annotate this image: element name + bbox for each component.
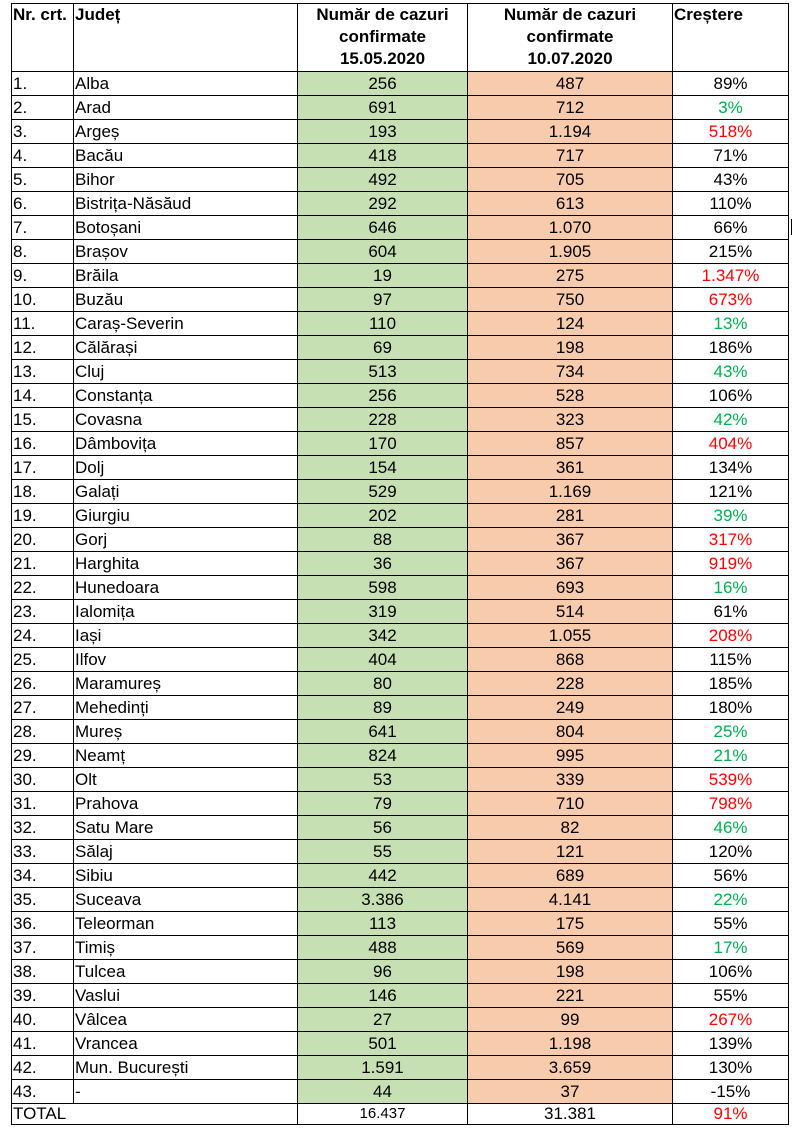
county-name: Galați — [74, 480, 298, 504]
cases-may: 404 — [298, 648, 468, 672]
table-row — [12, 432, 789, 456]
cases-may: 44 — [298, 1080, 468, 1104]
table-row — [12, 552, 789, 576]
growth-percent: 55% — [673, 984, 789, 1008]
row-number: 19. — [12, 504, 74, 528]
growth-percent: 61% — [673, 600, 789, 624]
cases-jul: 323 — [468, 408, 673, 432]
cases-may: 256 — [298, 72, 468, 96]
row-number: 40. — [12, 1008, 74, 1032]
growth-percent: 42% — [673, 408, 789, 432]
cases-jul: 995 — [468, 744, 673, 768]
cases-may: 53 — [298, 768, 468, 792]
county-name: Satu Mare — [74, 816, 298, 840]
county-name: Timiș — [74, 936, 298, 960]
row-number: 20. — [12, 528, 74, 552]
cases-may: 19 — [298, 264, 468, 288]
cases-may: 824 — [298, 744, 468, 768]
cases-jul: 367 — [468, 552, 673, 576]
cases-jul: 750 — [468, 288, 673, 312]
header-cases-may: Număr de cazuri confirmate 15.05.2020 — [298, 4, 468, 72]
table-row — [12, 1032, 789, 1056]
growth-percent: 66% — [673, 216, 789, 240]
row-number: 12. — [12, 336, 74, 360]
county-name: Dâmbovița — [74, 432, 298, 456]
cases-jul: 198 — [468, 960, 673, 984]
row-number: 5. — [12, 168, 74, 192]
table-row — [12, 96, 789, 120]
cases-jul: 198 — [468, 336, 673, 360]
cases-may: 488 — [298, 936, 468, 960]
cases-jul: 361 — [468, 456, 673, 480]
growth-percent: 3% — [673, 96, 789, 120]
county-name: Bacău — [74, 144, 298, 168]
table-row — [12, 792, 789, 816]
growth-percent: 1.347% — [673, 264, 789, 288]
header-county: Județ — [74, 4, 298, 72]
row-number: 18. — [12, 480, 74, 504]
cases-jul: 710 — [468, 792, 673, 816]
county-name: Arad — [74, 96, 298, 120]
growth-percent: 22% — [673, 888, 789, 912]
growth-percent: 539% — [673, 768, 789, 792]
county-name: Cluj — [74, 360, 298, 384]
row-number: 22. — [12, 576, 74, 600]
cases-jul: 82 — [468, 816, 673, 840]
row-number: 21. — [12, 552, 74, 576]
header-row — [12, 4, 789, 72]
cases-jul: 121 — [468, 840, 673, 864]
cases-jul: 1.198 — [468, 1032, 673, 1056]
growth-percent: 673% — [673, 288, 789, 312]
cases-may: 146 — [298, 984, 468, 1008]
cases-jul: 689 — [468, 864, 673, 888]
county-name: Gorj — [74, 528, 298, 552]
growth-percent: 120% — [673, 840, 789, 864]
row-number: 34. — [12, 864, 74, 888]
cases-jul: 124 — [468, 312, 673, 336]
cases-jul: 3.659 — [468, 1056, 673, 1080]
cases-jul: 487 — [468, 72, 673, 96]
table-row — [12, 264, 789, 288]
table-row — [12, 312, 789, 336]
county-name: - — [74, 1080, 298, 1104]
cases-may: 513 — [298, 360, 468, 384]
cases-may: 36 — [298, 552, 468, 576]
row-number: 27. — [12, 696, 74, 720]
table-row — [12, 456, 789, 480]
cases-may: 96 — [298, 960, 468, 984]
county-name: Bistrița-Năsăud — [74, 192, 298, 216]
row-number: 3. — [12, 120, 74, 144]
cases-may: 256 — [298, 384, 468, 408]
row-number: 41. — [12, 1032, 74, 1056]
row-number: 33. — [12, 840, 74, 864]
table-row — [12, 360, 789, 384]
growth-percent: 56% — [673, 864, 789, 888]
table-row — [12, 888, 789, 912]
table-row — [12, 864, 789, 888]
county-name: Olt — [74, 768, 298, 792]
table-row — [12, 648, 789, 672]
growth-percent: 71% — [673, 144, 789, 168]
growth-percent: 25% — [673, 720, 789, 744]
cases-may: 69 — [298, 336, 468, 360]
county-name: Tulcea — [74, 960, 298, 984]
cases-may: 89 — [298, 696, 468, 720]
growth-percent: 317% — [673, 528, 789, 552]
cases-jul: 4.141 — [468, 888, 673, 912]
table-row — [12, 696, 789, 720]
county-name: Buzău — [74, 288, 298, 312]
growth-percent: 17% — [673, 936, 789, 960]
county-name: Sibiu — [74, 864, 298, 888]
growth-percent: -15% — [673, 1080, 789, 1104]
cases-may: 442 — [298, 864, 468, 888]
cases-may: 646 — [298, 216, 468, 240]
table-row — [12, 144, 789, 168]
cases-jul: 275 — [468, 264, 673, 288]
county-name: Dolj — [74, 456, 298, 480]
growth-percent: 798% — [673, 792, 789, 816]
growth-percent: 13% — [673, 312, 789, 336]
table-row — [12, 576, 789, 600]
table-row — [12, 120, 789, 144]
county-name: Botoșani — [74, 216, 298, 240]
county-name: Călărași — [74, 336, 298, 360]
row-number: 16. — [12, 432, 74, 456]
cases-may: 691 — [298, 96, 468, 120]
growth-percent: 134% — [673, 456, 789, 480]
table-row — [12, 744, 789, 768]
table-row — [12, 480, 789, 504]
row-number: 13. — [12, 360, 74, 384]
cases-may: 604 — [298, 240, 468, 264]
header-growth: Creștere — [673, 4, 789, 72]
county-name: Vaslui — [74, 984, 298, 1008]
growth-percent: 919% — [673, 552, 789, 576]
growth-percent: 43% — [673, 168, 789, 192]
cases-may: 55 — [298, 840, 468, 864]
total-label: TOTAL — [12, 1104, 298, 1125]
growth-percent: 43% — [673, 360, 789, 384]
cases-may: 641 — [298, 720, 468, 744]
cases-jul: 1.169 — [468, 480, 673, 504]
cases-jul: 1.055 — [468, 624, 673, 648]
cases-jul: 228 — [468, 672, 673, 696]
cases-jul: 175 — [468, 912, 673, 936]
county-name: Sălaj — [74, 840, 298, 864]
cases-may: 342 — [298, 624, 468, 648]
row-number: 1. — [12, 72, 74, 96]
table-row — [12, 624, 789, 648]
county-name: Bihor — [74, 168, 298, 192]
cases-may: 170 — [298, 432, 468, 456]
growth-percent: 518% — [673, 120, 789, 144]
growth-percent: 46% — [673, 816, 789, 840]
cases-may: 56 — [298, 816, 468, 840]
cases-may: 154 — [298, 456, 468, 480]
county-name: Hunedoara — [74, 576, 298, 600]
cases-may: 113 — [298, 912, 468, 936]
table-row — [12, 1056, 789, 1080]
growth-percent: 16% — [673, 576, 789, 600]
cases-may: 529 — [298, 480, 468, 504]
county-name: Giurgiu — [74, 504, 298, 528]
county-name: Maramureș — [74, 672, 298, 696]
text-cursor-mark — [791, 219, 792, 235]
table-row — [12, 816, 789, 840]
cases-may: 97 — [298, 288, 468, 312]
county-name: Ilfov — [74, 648, 298, 672]
cases-jul: 1.905 — [468, 240, 673, 264]
table-row — [12, 960, 789, 984]
cases-may: 319 — [298, 600, 468, 624]
cases-jul: 221 — [468, 984, 673, 1008]
cases-may: 3.386 — [298, 888, 468, 912]
cases-jul: 693 — [468, 576, 673, 600]
cases-jul: 37 — [468, 1080, 673, 1104]
row-number: 36. — [12, 912, 74, 936]
growth-percent: 115% — [673, 648, 789, 672]
county-name: Harghita — [74, 552, 298, 576]
cases-jul: 528 — [468, 384, 673, 408]
table-row — [12, 288, 789, 312]
cases-may: 202 — [298, 504, 468, 528]
county-name: Neamț — [74, 744, 298, 768]
row-number: 24. — [12, 624, 74, 648]
table-row — [12, 240, 789, 264]
row-number: 6. — [12, 192, 74, 216]
county-name: Teleorman — [74, 912, 298, 936]
county-name: Vâlcea — [74, 1008, 298, 1032]
total-cases-may: 16.437 — [298, 1104, 468, 1125]
total-cases-jul: 31.381 — [468, 1104, 673, 1125]
table-row — [12, 672, 789, 696]
table-header — [12, 4, 789, 72]
row-number: 14. — [12, 384, 74, 408]
row-number: 30. — [12, 768, 74, 792]
row-number: 35. — [12, 888, 74, 912]
cases-may: 80 — [298, 672, 468, 696]
county-name: Mehedinți — [74, 696, 298, 720]
row-number: 38. — [12, 960, 74, 984]
growth-percent: 121% — [673, 480, 789, 504]
row-number: 4. — [12, 144, 74, 168]
row-number: 43. — [12, 1080, 74, 1104]
total-row — [12, 1104, 789, 1125]
cases-jul: 717 — [468, 144, 673, 168]
growth-percent: 208% — [673, 624, 789, 648]
cases-jul: 367 — [468, 528, 673, 552]
table-row — [12, 408, 789, 432]
row-number: 28. — [12, 720, 74, 744]
table-row — [12, 984, 789, 1008]
growth-percent: 55% — [673, 912, 789, 936]
county-name: Brașov — [74, 240, 298, 264]
cases-jul: 514 — [468, 600, 673, 624]
county-name: Alba — [74, 72, 298, 96]
table-row — [12, 192, 789, 216]
county-name: Prahova — [74, 792, 298, 816]
table-row — [12, 936, 789, 960]
cases-jul: 1.070 — [468, 216, 673, 240]
county-name: Suceava — [74, 888, 298, 912]
row-number: 10. — [12, 288, 74, 312]
cases-jul: 705 — [468, 168, 673, 192]
table-row — [12, 384, 789, 408]
row-number: 37. — [12, 936, 74, 960]
county-name: Constanța — [74, 384, 298, 408]
row-number: 29. — [12, 744, 74, 768]
table-row — [12, 528, 789, 552]
row-number: 17. — [12, 456, 74, 480]
row-number: 42. — [12, 1056, 74, 1080]
table-row — [12, 1080, 789, 1104]
cases-jul: 99 — [468, 1008, 673, 1032]
county-name: Caraș-Severin — [74, 312, 298, 336]
row-number: 11. — [12, 312, 74, 336]
header-cases-jul: Număr de cazuri confirmate 10.07.2020 — [468, 4, 673, 72]
growth-percent: 139% — [673, 1032, 789, 1056]
growth-percent: 21% — [673, 744, 789, 768]
cases-may: 1.591 — [298, 1056, 468, 1080]
row-number: 26. — [12, 672, 74, 696]
county-name: Iași — [74, 624, 298, 648]
county-name: Ialomița — [74, 600, 298, 624]
row-number: 32. — [12, 816, 74, 840]
cases-jul: 613 — [468, 192, 673, 216]
cases-jul: 1.194 — [468, 120, 673, 144]
row-number: 39. — [12, 984, 74, 1008]
table-body — [12, 72, 789, 1104]
cases-may: 598 — [298, 576, 468, 600]
row-number: 7. — [12, 216, 74, 240]
total-growth: 91% — [673, 1104, 789, 1125]
cases-may: 492 — [298, 168, 468, 192]
table-row — [12, 504, 789, 528]
growth-percent: 185% — [673, 672, 789, 696]
cases-jul: 734 — [468, 360, 673, 384]
growth-percent: 39% — [673, 504, 789, 528]
cases-may: 27 — [298, 1008, 468, 1032]
row-number: 15. — [12, 408, 74, 432]
table-row — [12, 216, 789, 240]
cases-jul: 712 — [468, 96, 673, 120]
county-name: Covasna — [74, 408, 298, 432]
cases-may: 110 — [298, 312, 468, 336]
growth-percent: 186% — [673, 336, 789, 360]
table-row — [12, 1008, 789, 1032]
cases-jul: 804 — [468, 720, 673, 744]
table-row — [12, 168, 789, 192]
growth-percent: 267% — [673, 1008, 789, 1032]
table-row — [12, 720, 789, 744]
table-row — [12, 840, 789, 864]
table-row — [12, 768, 789, 792]
county-name: Brăila — [74, 264, 298, 288]
cases-jul: 857 — [468, 432, 673, 456]
cases-may: 88 — [298, 528, 468, 552]
growth-percent: 106% — [673, 384, 789, 408]
county-name: Mun. București — [74, 1056, 298, 1080]
covid-cases-table — [11, 3, 789, 1125]
table-row — [12, 72, 789, 96]
cases-may: 193 — [298, 120, 468, 144]
cases-may: 418 — [298, 144, 468, 168]
cases-may: 292 — [298, 192, 468, 216]
cases-may: 79 — [298, 792, 468, 816]
row-number: 25. — [12, 648, 74, 672]
row-number: 2. — [12, 96, 74, 120]
growth-percent: 404% — [673, 432, 789, 456]
cases-jul: 569 — [468, 936, 673, 960]
growth-percent: 110% — [673, 192, 789, 216]
cases-may: 501 — [298, 1032, 468, 1056]
header-nr: Nr. crt. — [12, 4, 74, 72]
cases-jul: 339 — [468, 768, 673, 792]
county-name: Vrancea — [74, 1032, 298, 1056]
cases-jul: 868 — [468, 648, 673, 672]
table-row — [12, 600, 789, 624]
growth-percent: 215% — [673, 240, 789, 264]
growth-percent: 89% — [673, 72, 789, 96]
row-number: 23. — [12, 600, 74, 624]
row-number: 8. — [12, 240, 74, 264]
growth-percent: 180% — [673, 696, 789, 720]
table-row — [12, 912, 789, 936]
cases-may: 228 — [298, 408, 468, 432]
table-row — [12, 336, 789, 360]
county-name: Mureș — [74, 720, 298, 744]
row-number: 31. — [12, 792, 74, 816]
growth-percent: 130% — [673, 1056, 789, 1080]
cases-jul: 281 — [468, 504, 673, 528]
cases-jul: 249 — [468, 696, 673, 720]
growth-percent: 106% — [673, 960, 789, 984]
county-name: Argeș — [74, 120, 298, 144]
table-footer — [12, 1104, 789, 1125]
row-number: 9. — [12, 264, 74, 288]
